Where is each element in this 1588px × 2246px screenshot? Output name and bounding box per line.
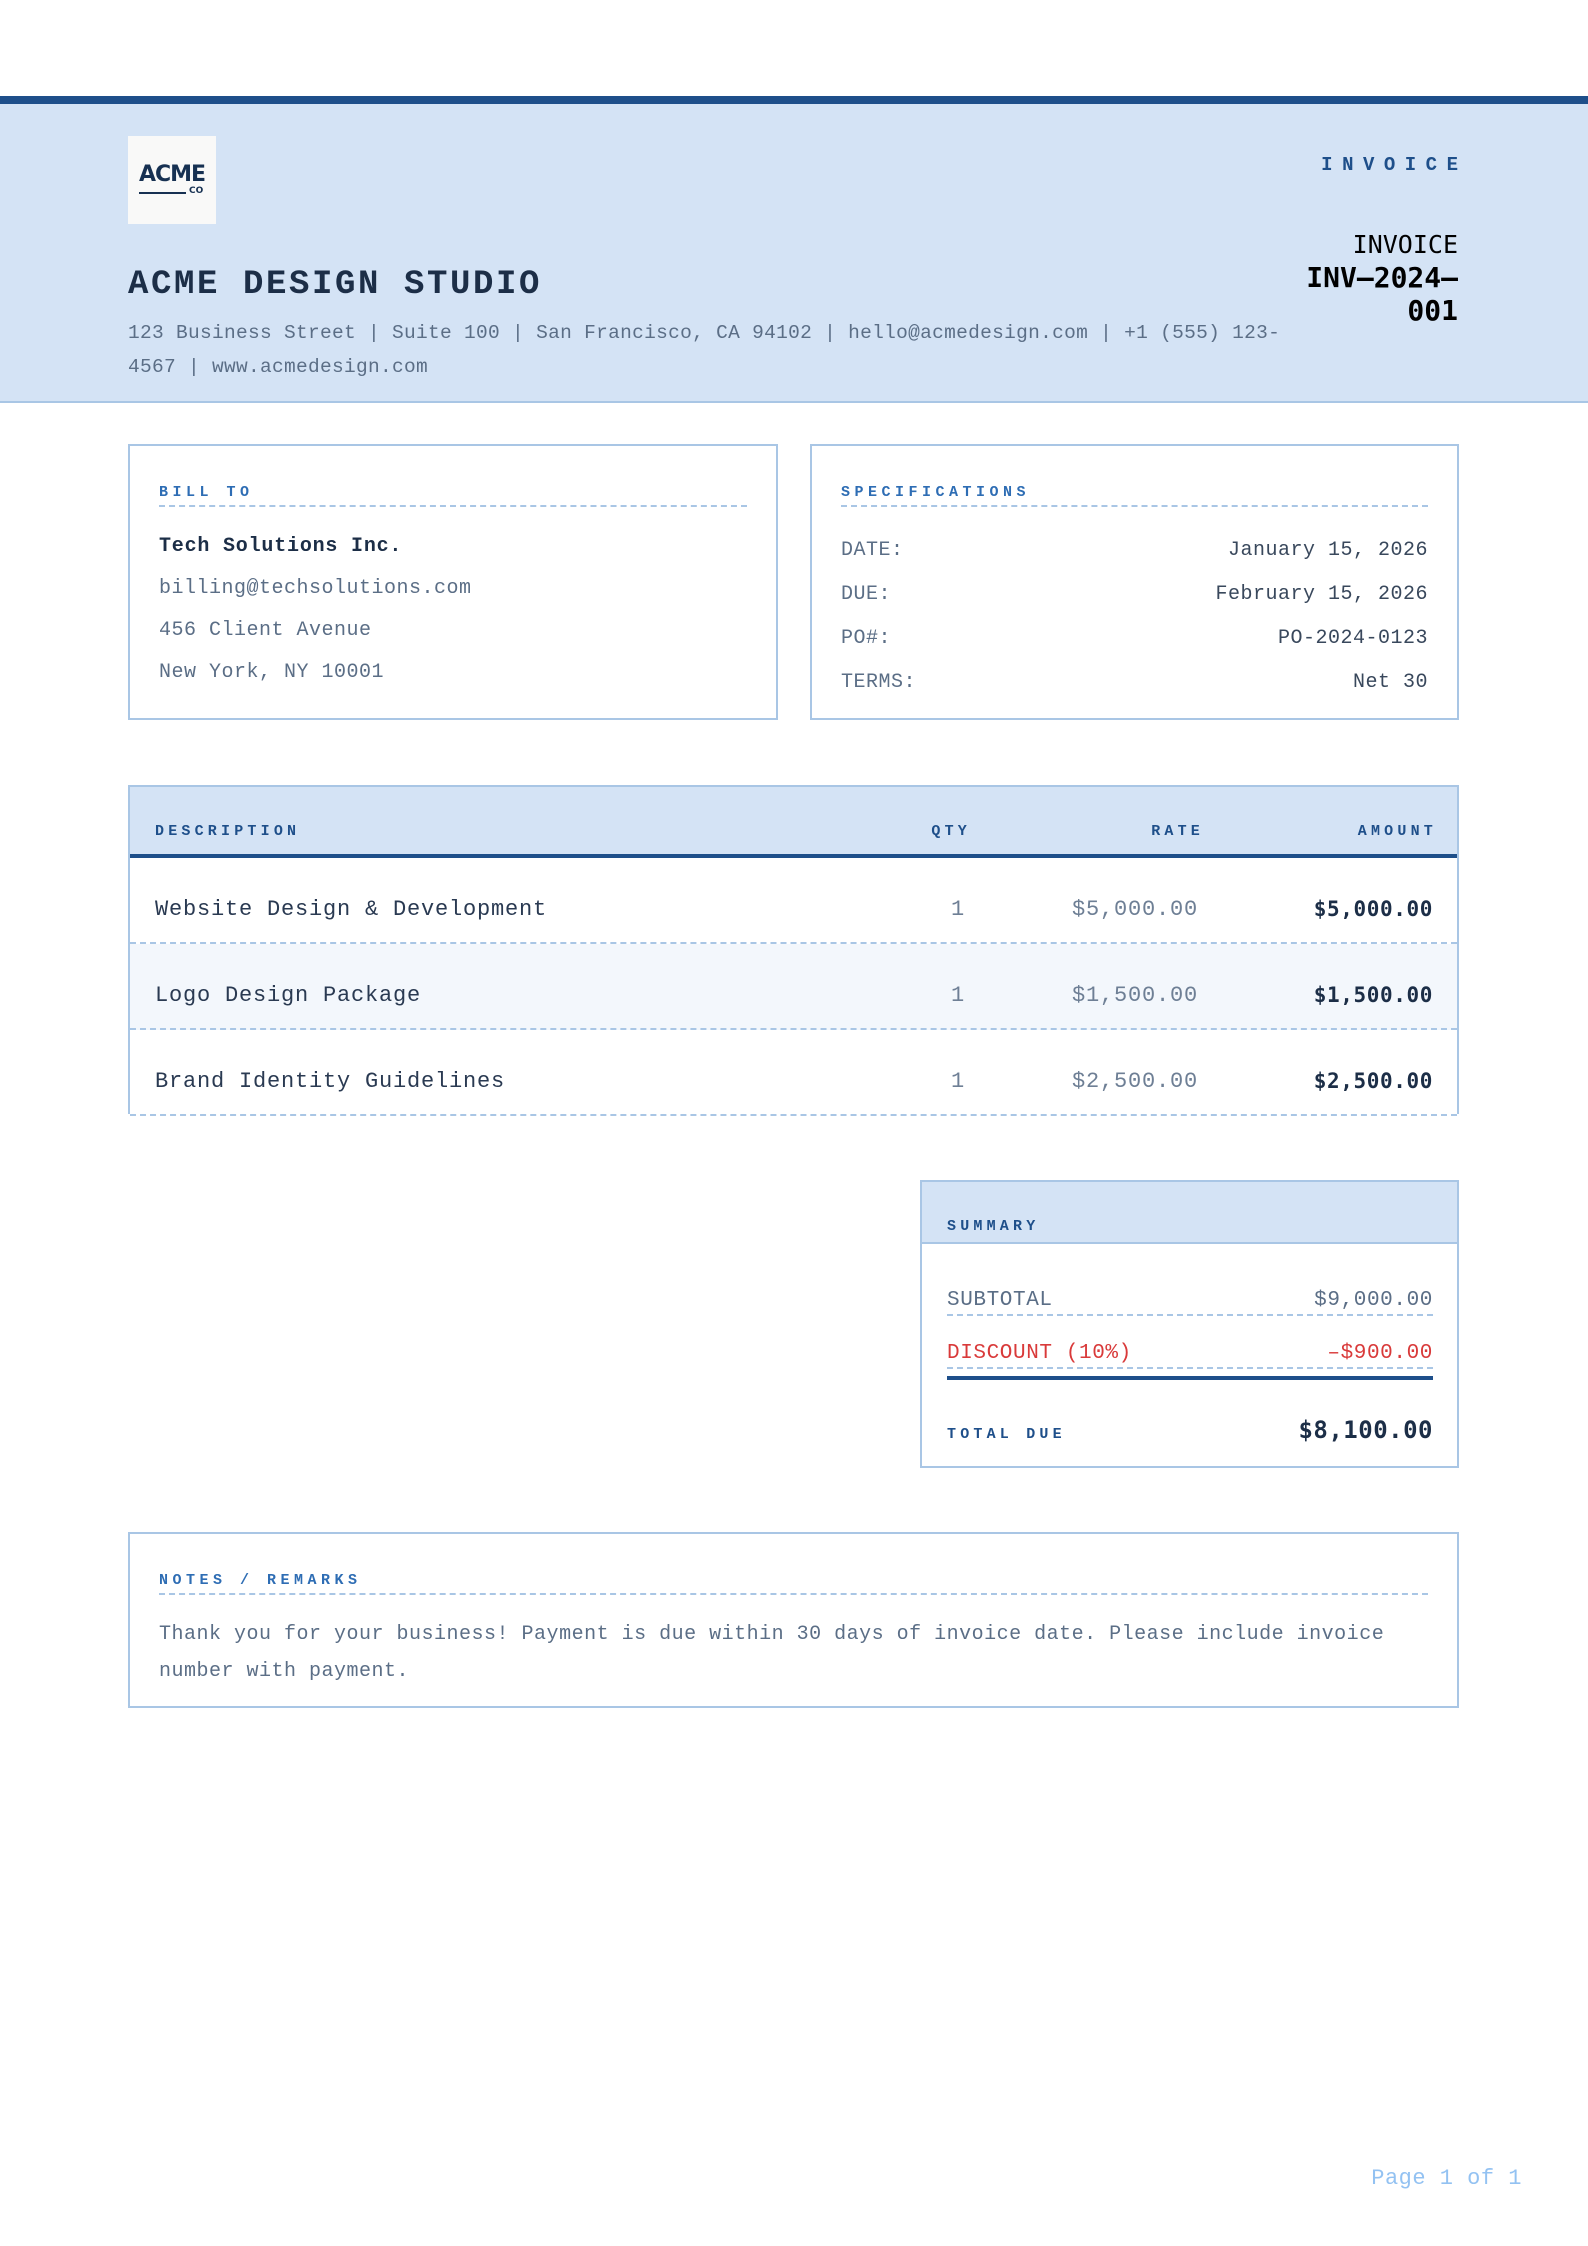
table-row: [130, 1030, 1457, 1116]
company-logo: [128, 136, 216, 224]
line-items-table: [128, 785, 1459, 1114]
total-due-row: [947, 1416, 1433, 1444]
table-header: [130, 787, 1457, 858]
spec-key: DATE:: [841, 539, 904, 562]
item-rate: $1,500.00: [1071, 983, 1198, 1008]
client-address-line1: 456 Client Avenue: [159, 619, 372, 642]
subtotal-row: [947, 1286, 1433, 1316]
discount-label: DISCOUNT (10%): [947, 1342, 1132, 1365]
item-description: Website Design & Development: [155, 897, 548, 922]
invoice-number-line1: INV–2024–: [1306, 261, 1458, 294]
summary-title: SUMMARY: [947, 1218, 1040, 1235]
specifications-label: SPECIFICATIONS: [841, 484, 1428, 507]
item-amount: $5,000.00: [1313, 897, 1433, 921]
subtotal-value: $9,000.00: [1314, 1289, 1433, 1312]
spec-value: January 15, 2026: [1227, 539, 1428, 562]
column-header-description: DESCRIPTION: [155, 823, 301, 840]
notes-text: Thank you for your business! Payment is due within 30 days of invoice date. Please include invoice number with payment.: [159, 1623, 1385, 1683]
spec-value: February 15, 2026: [1215, 583, 1428, 606]
discount-row: [947, 1339, 1433, 1369]
logo-underline: [139, 192, 186, 194]
bill-to-panel: [128, 444, 778, 720]
spec-value: Net 30: [1352, 671, 1428, 694]
document-type-label: INVOICE: [1321, 154, 1468, 176]
item-amount: $2,500.00: [1313, 1069, 1433, 1093]
spec-row-po: [841, 617, 1428, 661]
item-qty: 1: [950, 983, 965, 1008]
logo-wordmark: ACME: [138, 162, 206, 187]
spec-value: PO-2024-0123: [1277, 627, 1428, 650]
company-contact: 123 Business Street | Suite 100 | San Francisco, CA 94102 | hello@acmedesign.com | +1 (555) 123-4567 | www.acmedesign.com: [128, 322, 1281, 378]
table-row: [130, 858, 1457, 944]
logo-co: CO: [189, 186, 204, 196]
spec-row-due: [841, 573, 1428, 617]
invoice-number-line2: 001: [1407, 294, 1458, 327]
spec-row-date: [841, 529, 1428, 573]
invoice-header: [0, 104, 1588, 403]
bill-to-label: BILL TO: [159, 484, 747, 507]
total-divider: [947, 1376, 1433, 1380]
item-description: Brand Identity Guidelines: [155, 1069, 506, 1094]
column-header-amount: AMOUNT: [1357, 823, 1437, 840]
spec-key: TERMS:: [841, 671, 917, 694]
notes-panel: [128, 1532, 1459, 1708]
spec-row-terms: [841, 661, 1428, 705]
company-name: ACME DESIGN STUDIO: [128, 266, 543, 304]
item-qty: 1: [950, 1069, 965, 1094]
table-row: [130, 944, 1457, 1030]
summary-panel: [920, 1180, 1459, 1468]
column-header-qty: QTY: [931, 823, 971, 840]
total-due-label: TOTAL DUE: [947, 1426, 1066, 1443]
page-number: Page 1 of 1: [1371, 2166, 1522, 2191]
header-accent-bar: [0, 96, 1588, 104]
notes-label: NOTES / REMARKS: [159, 1572, 1428, 1595]
item-qty: 1: [950, 897, 965, 922]
summary-header: [922, 1182, 1457, 1244]
spec-key: PO#:: [841, 627, 892, 650]
column-header-rate: RATE: [1151, 823, 1204, 840]
spec-key: DUE:: [841, 583, 892, 606]
client-email: billing@techsolutions.com: [159, 577, 472, 600]
specifications-panel: [810, 444, 1459, 720]
client-name: Tech Solutions Inc.: [159, 535, 403, 558]
invoice-word: INVOICE: [1352, 230, 1458, 259]
total-due-value: $8,100.00: [1298, 1416, 1433, 1444]
subtotal-label: SUBTOTAL: [947, 1289, 1053, 1312]
item-rate: $5,000.00: [1071, 897, 1198, 922]
client-address-line2: New York, NY 10001: [159, 661, 385, 684]
discount-value: –$900.00: [1327, 1342, 1433, 1365]
item-description: Logo Design Package: [155, 983, 422, 1008]
invoice-number-block: [1278, 228, 1458, 327]
item-amount: $1,500.00: [1313, 983, 1433, 1007]
item-rate: $2,500.00: [1071, 1069, 1198, 1094]
